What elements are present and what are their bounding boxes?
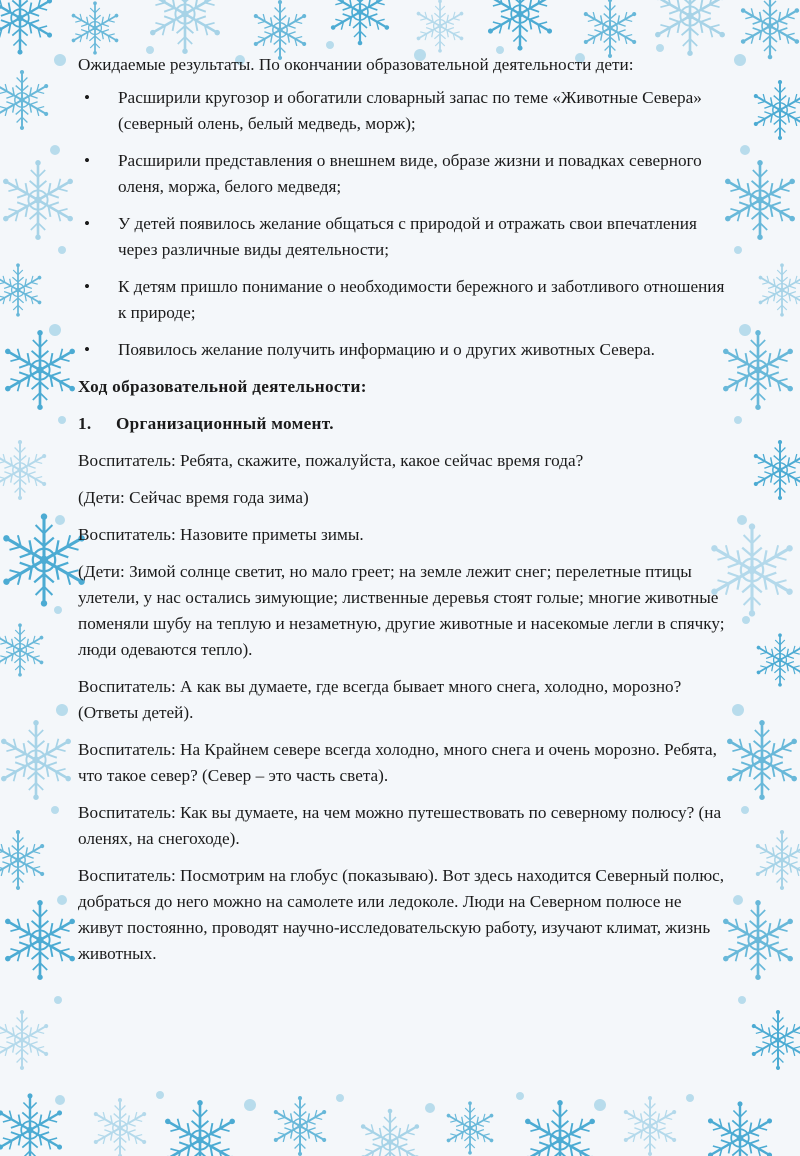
snowflake-icon bbox=[0, 1093, 66, 1156]
snow-dot-icon bbox=[50, 145, 60, 155]
snow-dot-icon bbox=[738, 996, 746, 1004]
bullet-icon: • bbox=[84, 340, 91, 359]
snowflake-icon bbox=[328, 0, 393, 45]
snowflake-icon bbox=[0, 1010, 51, 1070]
snowflake-icon bbox=[719, 900, 797, 980]
snow-dot-icon bbox=[54, 606, 62, 614]
snowflake-icon bbox=[444, 1101, 496, 1154]
snow-dot-icon bbox=[156, 1091, 164, 1099]
snow-dot-icon bbox=[739, 324, 751, 336]
snowflake-icon bbox=[738, 0, 800, 59]
snow-dot-icon bbox=[326, 41, 334, 49]
snowflake-icon bbox=[484, 0, 555, 51]
snowflake-icon bbox=[751, 80, 800, 140]
snow-dot-icon bbox=[740, 145, 750, 155]
snowflake-icon bbox=[1, 900, 79, 980]
snowflake-icon bbox=[704, 1101, 775, 1156]
snow-dot-icon bbox=[734, 416, 742, 424]
snowflake-icon bbox=[749, 1010, 800, 1070]
snow-dot-icon bbox=[594, 1099, 606, 1111]
snowflake-icon bbox=[723, 720, 800, 800]
dialogue-paragraph: Воспитатель: А как вы думаете, где всегда бывает много снега, холодно, морозно?(Ответы детей). bbox=[78, 677, 682, 722]
list-item: • У детей появилось желание общаться с природой и отражать свои впечатления через различные виды деятельности; bbox=[78, 211, 726, 263]
document-content bbox=[78, 52, 726, 978]
snow-dot-icon bbox=[54, 54, 66, 66]
snowflake-icon bbox=[69, 1, 121, 54]
snow-dot-icon bbox=[57, 895, 67, 905]
snowflake-icon bbox=[91, 1098, 149, 1156]
snowflake-icon bbox=[719, 330, 797, 410]
snow-dot-icon bbox=[734, 54, 746, 66]
list-item: • Появилось желание получить информацию и о других животных Севера. bbox=[78, 337, 726, 363]
snow-dot-icon bbox=[741, 806, 749, 814]
snowflake-icon bbox=[621, 1096, 679, 1156]
bullet-icon: • bbox=[84, 214, 91, 233]
dialogue-paragraph: Воспитатель: На Крайнем севере всегда холодно, много снега и очень морозно. Ребята, что такое север? (Север – это часть света). bbox=[78, 740, 717, 785]
snowflake-icon bbox=[0, 440, 49, 500]
snowflake-icon bbox=[0, 830, 47, 890]
snowflake-icon bbox=[146, 0, 224, 54]
snow-dot-icon bbox=[54, 996, 62, 1004]
snowflake-icon bbox=[0, 720, 75, 800]
snow-dot-icon bbox=[516, 1092, 524, 1100]
snowflake-icon bbox=[754, 633, 800, 686]
snow-dot-icon bbox=[56, 704, 68, 716]
snow-dot-icon bbox=[55, 1095, 65, 1105]
dialogue-paragraph: (Дети: Зимой солнце светит, но мало греет; на земле лежит снег; перелетные птицы улетели, у нас остались зимующие; лиственные деревья стоят голые; многие животные поменяли шубу на теплую и незаметную, другие животные и насекомые легли в спячку; люди одеваются тепло). bbox=[78, 562, 725, 659]
snowflake-icon bbox=[581, 0, 639, 58]
snowflake-icon bbox=[271, 1096, 329, 1156]
snow-dot-icon bbox=[336, 1094, 344, 1102]
snowflake-icon bbox=[0, 623, 46, 676]
snowflake-icon bbox=[0, 160, 77, 240]
results-list bbox=[78, 85, 726, 363]
snowflake-icon bbox=[414, 0, 466, 53]
snowflake-icon bbox=[251, 0, 309, 60]
snowflake-icon bbox=[0, 513, 89, 606]
snowflake-icon bbox=[521, 1100, 599, 1156]
snowflake-icon bbox=[756, 263, 800, 316]
section-title: 1. Организационный момент. bbox=[78, 411, 726, 437]
snow-dot-icon bbox=[686, 1094, 694, 1102]
snowflake-icon bbox=[0, 263, 44, 316]
snow-dot-icon bbox=[732, 704, 744, 716]
list-item: • Расширили кругозор и обогатили словарный запас по теме «Животные Севера» (северный олень, белый медведь, морж); bbox=[78, 85, 726, 137]
snowflake-icon bbox=[753, 830, 800, 890]
activity-heading: Ход образовательной деятельности: bbox=[78, 377, 367, 396]
snowflake-icon bbox=[1, 330, 79, 410]
list-item: • Расширили представления о внешнем виде, образе жизни и повадках северного оленя, моржа, белого медведя; bbox=[78, 148, 726, 200]
dialogue-paragraph: Воспитатель: Ребята, скажите, пожалуйста, какое сейчас время года? bbox=[78, 451, 584, 470]
snowflake-icon bbox=[721, 160, 799, 240]
snow-dot-icon bbox=[58, 246, 66, 254]
snow-dot-icon bbox=[55, 515, 65, 525]
snowflake-icon bbox=[0, 0, 56, 55]
snow-dot-icon bbox=[58, 416, 66, 424]
snow-dot-icon bbox=[51, 806, 59, 814]
snow-dot-icon bbox=[734, 246, 742, 254]
snowflake-icon bbox=[0, 70, 51, 130]
snow-dot-icon bbox=[737, 515, 747, 525]
snow-dot-icon bbox=[244, 1099, 256, 1111]
snow-dot-icon bbox=[49, 324, 61, 336]
snowflake-icon bbox=[161, 1100, 239, 1156]
snow-dot-icon bbox=[425, 1103, 435, 1113]
bullet-icon: • bbox=[84, 88, 91, 107]
list-item: • К детям пришло понимание о необходимости бережного и заботливого отношения к природе; bbox=[78, 274, 726, 326]
expected-results-intro: Ожидаемые результаты. По окончании образовательной деятельности дети: bbox=[78, 55, 634, 74]
bullet-icon: • bbox=[84, 151, 91, 170]
dialogue-paragraph: Воспитатель: Посмотрим на глобус (показываю). Вот здесь находится Северный полюс, добраться до него можно на самолете или ледоколе. Люди на Северном полюсе не живут постоянно, проводят научно-исследовательскую работу, изучают климат, жизнь животных. bbox=[78, 866, 725, 963]
dialogue-paragraph: Воспитатель: Назовите приметы зимы. bbox=[78, 525, 364, 544]
snowflake-icon bbox=[751, 440, 800, 500]
snow-dot-icon bbox=[733, 895, 743, 905]
dialogue-paragraph: (Дети: Сейчас время года зима) bbox=[78, 488, 309, 507]
snow-dot-icon bbox=[742, 616, 750, 624]
snowflake-icon bbox=[358, 1109, 423, 1156]
dialogue-paragraph: Воспитатель: Как вы думаете, на чем можно путешествовать по северному полюсу? (на оленях, на снегоходе). bbox=[78, 803, 722, 848]
bullet-icon: • bbox=[84, 277, 91, 296]
snow-dot-icon bbox=[656, 44, 664, 52]
section-number: 1. bbox=[78, 414, 92, 433]
